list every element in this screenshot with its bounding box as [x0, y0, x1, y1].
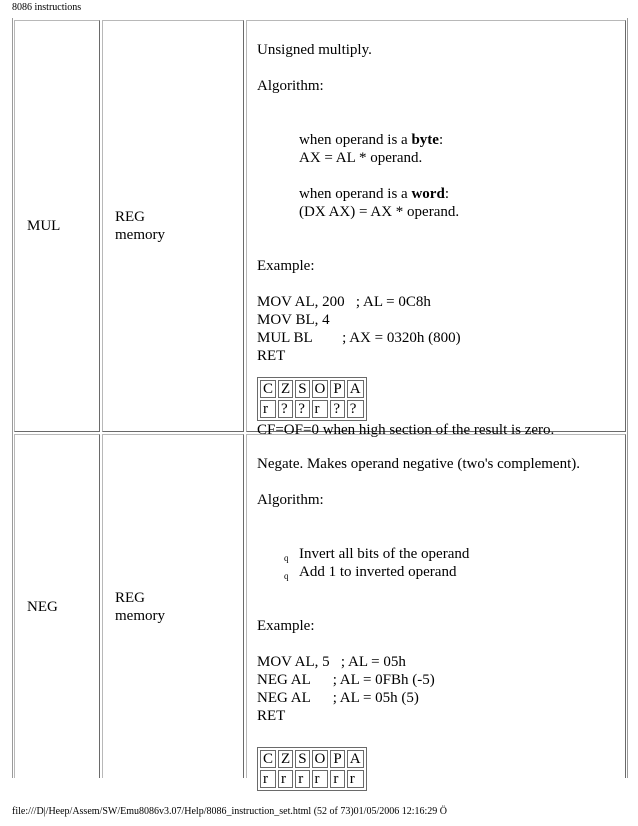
flag-name: P [330, 380, 344, 398]
example-code [257, 653, 625, 725]
instruction-name: NEG [27, 598, 58, 615]
algorithm-item [257, 563, 625, 581]
algorithm-item-text: Invert all bits of the operand [299, 546, 470, 562]
table-row-neg [12, 434, 628, 787]
flag-name: C [260, 380, 276, 398]
flag-name: P [330, 750, 344, 768]
flag-value: r [260, 770, 276, 788]
flag-name: A [347, 750, 364, 768]
flags-note: CF=OF=0 when high section of the result is zero. [257, 422, 555, 438]
flag-value: r [347, 770, 364, 788]
flag-value: r [330, 770, 344, 788]
page-header: 8086 instructions [12, 2, 82, 13]
algorithm-text: when operand is a [299, 132, 412, 148]
algorithm-byte-line [257, 131, 625, 149]
bullet-icon: q [284, 553, 289, 563]
operand: REG [115, 589, 145, 606]
flag-name: C [260, 750, 276, 768]
algorithm-item-text: Add 1 to inverted operand [299, 564, 457, 580]
description-text: Unsigned multiply. [257, 42, 372, 58]
flags-table [257, 377, 367, 421]
algorithm-label: Algorithm: [257, 78, 324, 94]
flag-value: ? [295, 400, 309, 418]
algorithm-item [257, 545, 625, 563]
flags-table [257, 747, 367, 791]
algorithm-text: when operand is a [299, 186, 412, 202]
example-label: Example: [257, 258, 315, 274]
code-line: MOV AL, 200 ; AL = 0C8h [257, 294, 431, 310]
bullet-icon: q [284, 571, 289, 581]
code-line: NEG AL ; AL = 0FBh (-5) [257, 672, 435, 688]
example-code [257, 293, 625, 365]
algorithm-text: : [438, 132, 444, 148]
flag-name: S [295, 750, 309, 768]
flag-name: S [295, 380, 309, 398]
flag-value: ? [278, 400, 293, 418]
description-text: Negate. Makes operand negative (two's complement). [257, 456, 581, 472]
flag-name: Z [278, 750, 293, 768]
flag-value: r [260, 400, 276, 418]
operand: memory [115, 607, 165, 624]
code-line: NEG AL ; AL = 05h (5) [257, 690, 419, 706]
code-line: MOV BL, 4 [257, 312, 330, 328]
example-label: Example: [257, 618, 315, 634]
algorithm-byte-formula: AX = AL * operand. [299, 150, 423, 166]
flag-name: Z [278, 380, 293, 398]
operand: REG [115, 209, 145, 225]
flag-value: r [295, 770, 309, 788]
flag-value: r [312, 770, 329, 788]
operands-cell [102, 20, 244, 432]
algorithm-word-formula: (DX AX) = AX * operand. [299, 204, 460, 220]
flag-value: ? [347, 400, 364, 418]
code-line: MOV AL, 5 ; AL = 05h [257, 654, 406, 670]
code-line: MUL BL ; AX = 0320h (800) [257, 330, 461, 346]
flag-name: A [347, 380, 364, 398]
flag-value: ? [330, 400, 344, 418]
operands-cell [102, 434, 244, 778]
instruction-table [12, 18, 628, 787]
code-line: RET [257, 348, 286, 364]
instruction-name-cell [14, 20, 100, 432]
instruction-name: MUL [27, 218, 61, 234]
algorithm-keyword: word [411, 186, 445, 202]
instruction-name-cell [14, 434, 100, 778]
flag-value: r [312, 400, 329, 418]
algorithm-label: Algorithm: [257, 492, 324, 508]
operand: memory [115, 227, 165, 243]
flag-value: r [278, 770, 293, 788]
table-row-mul [12, 20, 628, 438]
algorithm-word-line [257, 185, 625, 203]
flag-name: O [312, 750, 329, 768]
description-cell [246, 434, 626, 787]
algorithm-keyword: byte [411, 132, 439, 148]
algorithm-text: : [444, 186, 449, 202]
page-footer: file:///D|/Heep/Assem/SW/Emu8086v3.07/Help/8086_instruction_set.html (52 of 73)01/05/2006 12:16:29 Ö [12, 806, 448, 817]
flag-name: O [312, 380, 329, 398]
description-cell [246, 20, 626, 438]
code-line: RET [257, 708, 286, 724]
